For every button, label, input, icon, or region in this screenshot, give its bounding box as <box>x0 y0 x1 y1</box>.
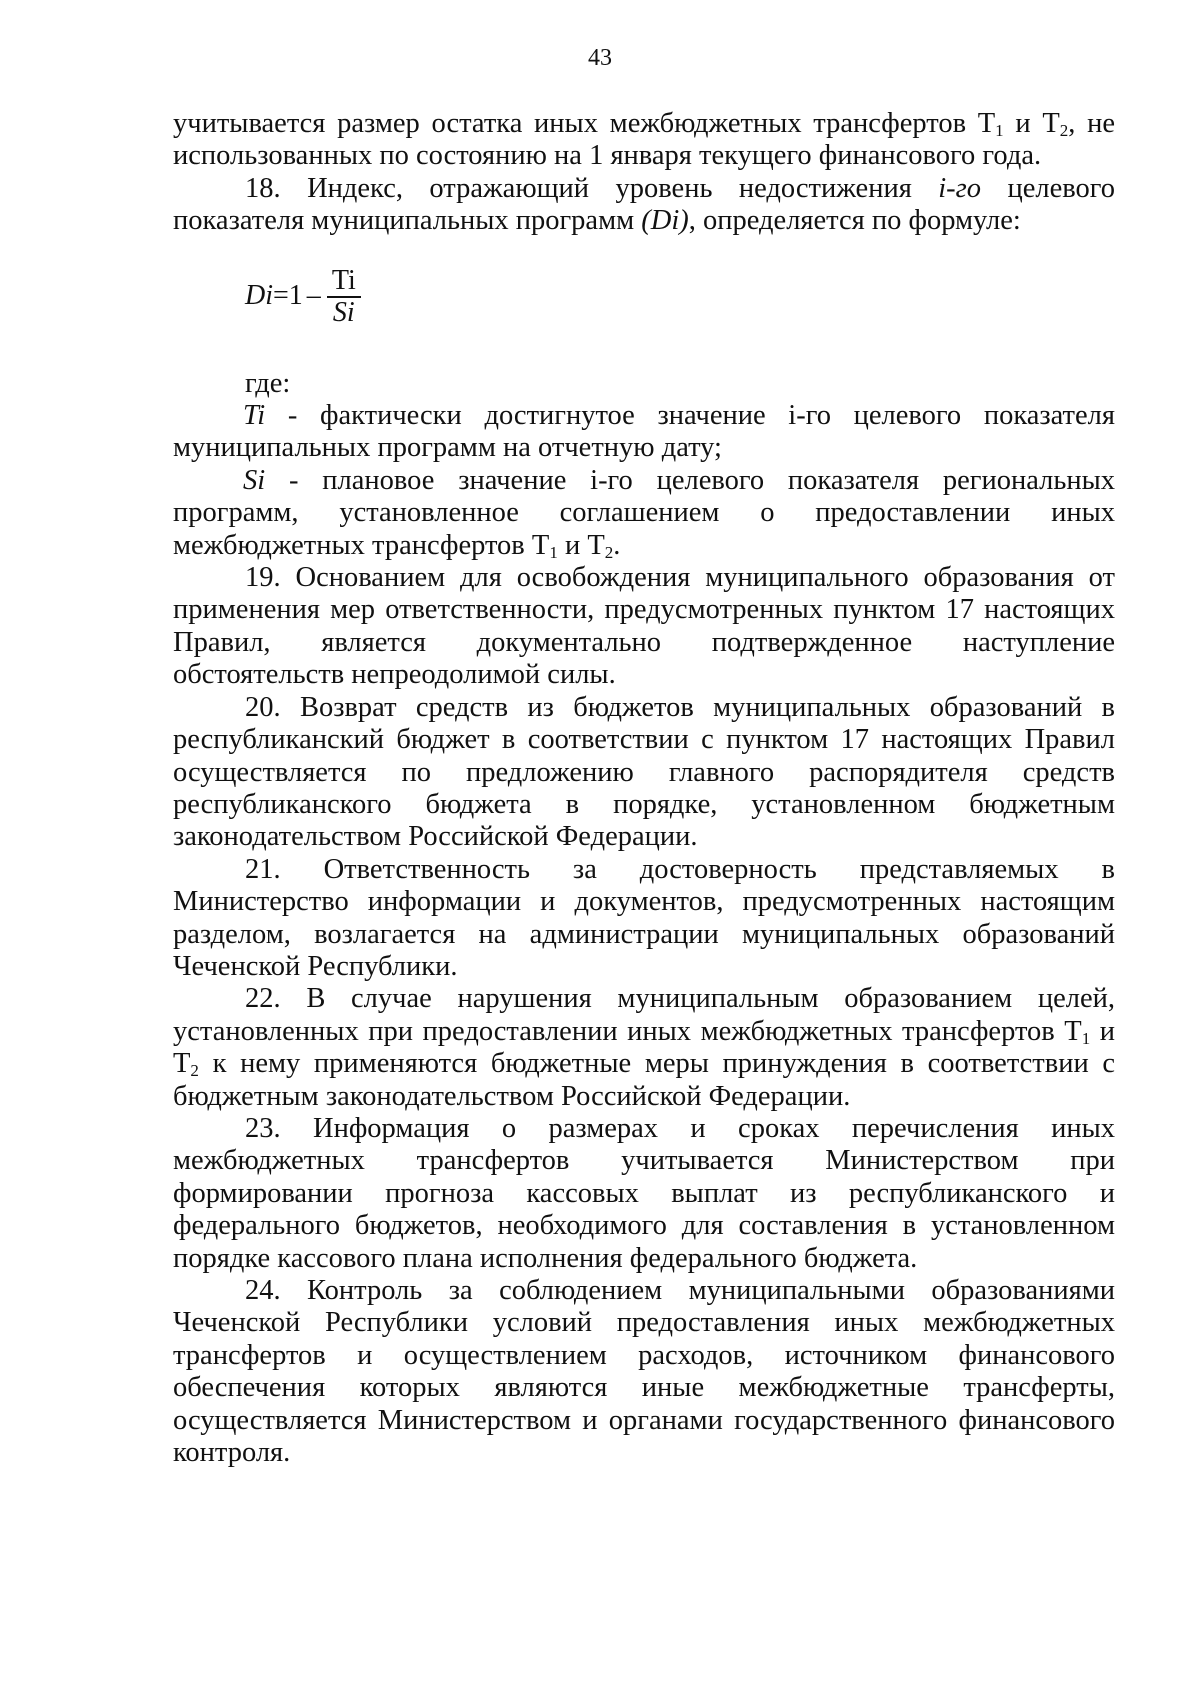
paragraph-24: 24. Контроль за соблюдением муниципальными образованиями Чеченской Республики условий предоставления иных межбюджетных трансфертов и осуществлением расходов, источником финансового обеспечения которых являются иные межбюджетные трансферты, осуществляется Министерством и органами государственного финансового контроля. <box>173 1275 1115 1469</box>
formula-equals: = <box>273 280 289 312</box>
di-term: (Di) <box>641 205 689 237</box>
paragraph-18: 18. Индекс, отражающий уровень недостижения i-го целевого показателя муниципальных программ (Di), определяется по формуле: <box>173 172 1116 237</box>
paragraph-21: 21. Ответственность за достоверность представляемых в Министерство информации и документов, предусмотренных настоящим разделом, возлагается на администрации муниципальных образований Чеченской Республики. <box>173 853 1115 982</box>
definition-si: Si - плановое значение i-го целевого показателя региональных программ, установленное соглашением о предоставлении иных межбюджетных трансфертов $Т_1$ и $Т_2$. <box>173 464 1115 562</box>
formula-expression <box>245 266 361 328</box>
formula-minus: – <box>306 280 321 312</box>
paragraph-19: 19. Основанием для освобождения муниципального образования от применения мер ответственности, предусмотренных пунктом 17 настоящих Правил, является документально подтвержденное наступление обстоятельств непреодолимой силы. <box>173 562 1115 691</box>
definition-ti: Ti - фактически достигнутое значение i-го целевого показателя муниципальных программ на отчетную дату; <box>173 400 1115 464</box>
formula-denominator: Si <box>332 296 355 328</box>
intro-paragraph: учитывается размер остатка иных межбюджетных трансфертов $Т_1$ и $Т_2$, не использованных по состоянию на 1 января текущего финансового года. <box>173 108 1115 172</box>
formula-lhs: Di <box>245 280 273 312</box>
formula-numerator: Ti <box>331 264 356 296</box>
document-body <box>173 108 1115 1469</box>
paragraph-20: 20. Возврат средств из бюджетов муниципальных образований в республиканский бюджет в соответствии с пунктом 17 настоящих Правил осуществляется по предложению главного распорядителя средств республиканского бюджета в порядке, установленном бюджетным законодательством Российской Федерации. <box>173 691 1115 853</box>
formula-one: 1 <box>288 280 303 312</box>
page-number: 43 <box>588 45 612 71</box>
i-th-term: i-го <box>938 172 982 204</box>
formula-fraction <box>327 266 361 328</box>
ti-term: Ti <box>243 400 266 432</box>
formula-block <box>173 238 1115 368</box>
where-label: где: <box>245 367 291 399</box>
paragraph-22: 22. В случае нарушения муниципальным образованием целей, установленных при предоставлении иных межбюджетных трансфертов $Т_1$ и $Т_2$ к нему применяются бюджетные меры принуждения в соответствии с бюджетным законодательством Российской Федерации. <box>173 983 1115 1112</box>
paragraph-23: 23. Информация о размерах и сроках перечисления иных межбюджетных трансфертов учитывается Министерством при формировании прогноза кассовых выплат из республиканского и федерального бюджетов, необходимого для составления в установленном порядке кассового плана исполнения федерального бюджета. <box>173 1112 1115 1274</box>
si-term: Si <box>243 464 266 496</box>
